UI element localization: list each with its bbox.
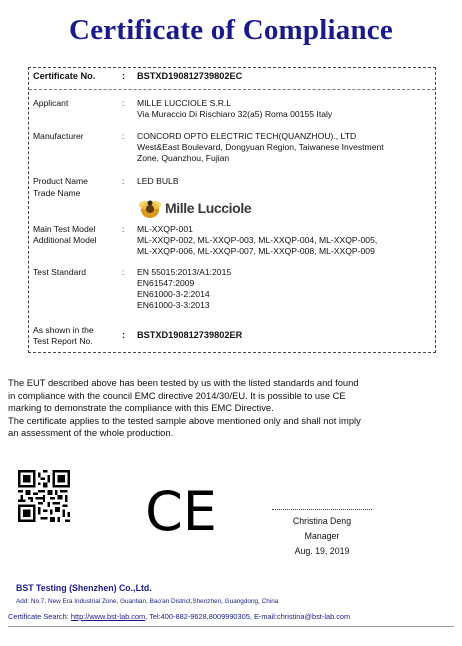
standard-item: EN61000-3-2:2014 [137, 289, 210, 299]
ce-mark-icon [142, 482, 220, 538]
cert-no-value: BSTXD190812739802EC [137, 71, 243, 81]
ce-mark: CE [145, 482, 217, 538]
divider [29, 89, 435, 90]
company-name: BST Testing (Shenzhen) Co.,Ltd. [16, 583, 152, 593]
paragraph-line: an assessment of the whole production. [8, 427, 174, 439]
report-label-line2: Test Report No. [33, 336, 93, 346]
manufacturer-name: CONCORD OPTO ELECTRIC TECH(QUANZHOU)., LTD [137, 131, 357, 141]
colon: : [122, 176, 125, 186]
main-model-label: Main Test Model [33, 224, 96, 234]
signature-date: Aug. 19, 2019 [294, 546, 350, 556]
standard-item: EN 55015:2013/A1:2015 [137, 267, 232, 277]
colon: : [122, 131, 125, 141]
company-address: Add: No.7, New Era Industrial Zone, Guantian, Bao'an District,Shenzhen, Guangdong, China [16, 598, 279, 605]
certificate-details-box [28, 67, 436, 353]
signatory-name: Christina Deng [292, 516, 352, 526]
trade-label: Trade Name [33, 188, 81, 198]
paragraph-line: marking to demonstrate the compliance with this EMC Directive. [8, 402, 274, 414]
footer-divider [8, 626, 454, 627]
firefly-icon [137, 197, 163, 219]
compliance-paragraph [8, 377, 448, 440]
contact-line: Certificate Search: http://www.bst-lab.com, Tel:400-882-9628,8009990305, E-mail:christina@bst-lab.com [8, 612, 351, 621]
paragraph-line: in compliance with the council EMC directive 2014/30/EU. It is possible to use CE [8, 389, 346, 401]
colon: : [122, 330, 126, 340]
product-label: Product Name [33, 176, 88, 186]
colon: : [122, 267, 125, 277]
applicant-address: Via Muraccio Di Rischiaro 32(a5) Roma 00155 Italy [137, 109, 333, 119]
certificate-title: Certificate of Compliance [69, 14, 393, 46]
cert-no-label: Certificate No. [33, 71, 96, 81]
email-link[interactable]: E-mail:christina@bst-lab.com [253, 612, 351, 621]
website-link[interactable]: http://www.bst-lab.com [70, 612, 146, 621]
additional-models-line1: ML-XXQP-002, ML-XXQP-003, ML-XXQP-004, ML-XXQP-005, [137, 235, 378, 245]
telephone: Tel:400-882-9628,8009990305 [149, 612, 250, 621]
logo-wordmark: Mille Lucciole [165, 200, 252, 216]
manufacturer-address-line2: Zone, Quanzhou, Fujian [137, 153, 230, 163]
report-no-value: BSTXD190812739802ER [137, 330, 243, 340]
additional-models-line2: ML-XXQP-006, ML-XXQP-007, ML-XXQP-008, ML-XXQP-009 [137, 246, 375, 256]
standard-label: Test Standard [33, 267, 87, 277]
manufacturer-address-line1: West&East Boulevard, Dongyuan Region, Taiwanese Investment [137, 142, 384, 152]
signature-line [272, 509, 372, 510]
signatory-title: Manager [304, 531, 340, 541]
applicant-label: Applicant [33, 98, 69, 108]
colon: : [122, 98, 125, 108]
certificate-search-label: Certificate Search: [8, 612, 69, 621]
manufacturer-label: Manufacturer [33, 131, 84, 141]
standard-item: EN61547:2009 [137, 278, 195, 288]
main-model-value: ML-XXQP-001 [137, 224, 193, 234]
product-value: LED BULB [137, 176, 179, 186]
report-label-line1: As shown in the [33, 325, 94, 335]
standard-item: EN61000-3-3:2013 [137, 300, 210, 310]
applicant-name: MILLE LUCCIOLE S.R.L [137, 98, 232, 108]
paragraph-line: The EUT described above has been tested by us with the listed standards and found [8, 377, 359, 388]
paragraph-line: The certificate applies to the tested sample above mentioned only and shall not imply [8, 414, 361, 426]
qr-code-icon [18, 470, 70, 522]
colon: : [122, 71, 126, 81]
mille-lucciole-logo [137, 197, 265, 219]
additional-model-label: Additional Model [33, 235, 97, 245]
colon: : [122, 224, 125, 234]
